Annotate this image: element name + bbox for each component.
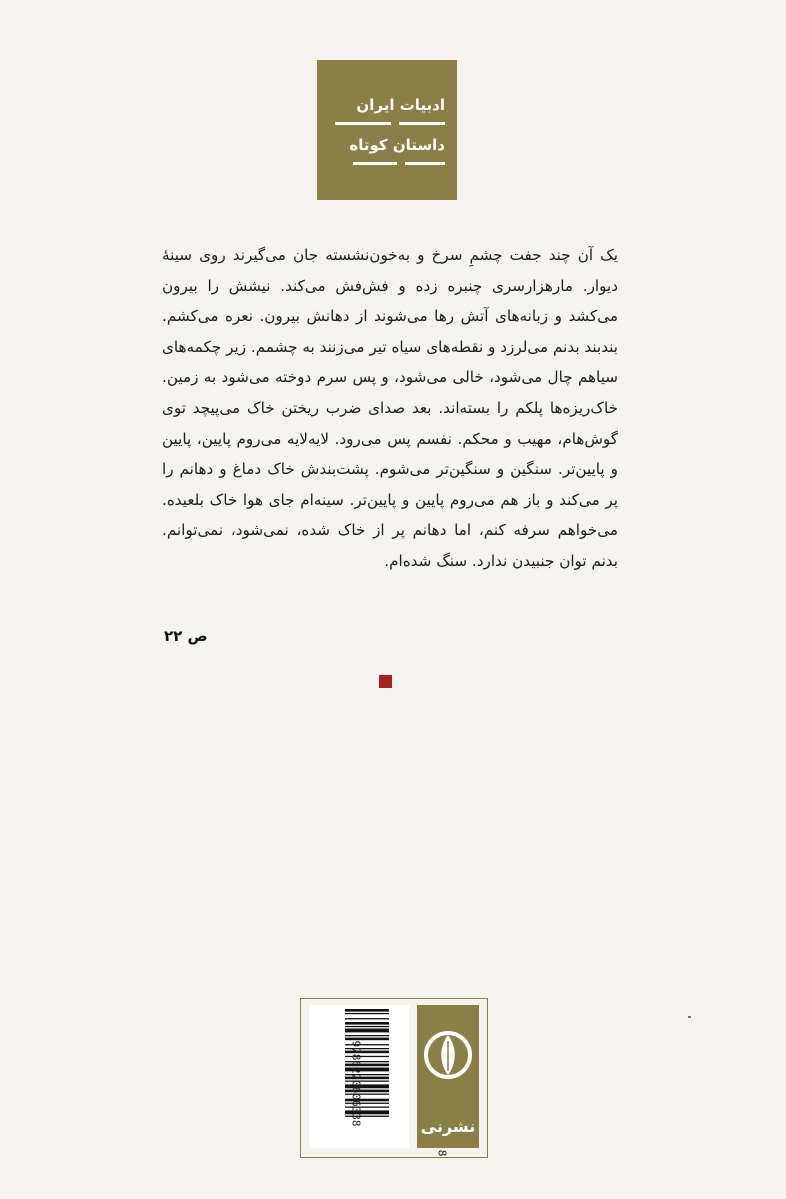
barcode-bar bbox=[345, 1029, 389, 1033]
series-underline bbox=[335, 122, 391, 125]
series-subtitle: داستان کوتاه bbox=[349, 136, 445, 154]
barcode-bar bbox=[345, 1022, 389, 1025]
series-underline bbox=[399, 122, 445, 125]
excerpt-paragraph: یک آن چند جفت چشمِ سرخ و به‌خون‌نشسته جان می‌گیرند روی سینهٔ دیوار. مارهزارسری چنبره زده و فش‌فش می‌کند. نیشش را بیرون می‌کشد و زبانه‌های آتش رها می‌شوند از دهانش بیرون. نعره می‌کشم. بندبند بدنم می‌لرزد و نقطه‌های سیاه تیر می‌زنند به چشمم. زیر چکمه‌های سیاهم چال می‌شود، خالی می‌شود، و پس سرم دوخته می‌شود به زمین. خاک‌ریزه‌ها پلکم را بسته‌اند. بعد صدای ضرب ریختن خاک می‌پیچد توی گوش‌هام، مهیب و محکم. نفسم پس می‌رود. لایه‌لایه می‌روم پایین، پایین و پایین‌تر. سنگین و سنگین‌تر می‌شوم. پشت‌بندش خاک دماغ و دهانم را پر می‌کند و باز هم می‌روم پایین و پایین‌تر. سینه‌ام جای هوا خاک بلعیده. می‌خواهم سرفه کنم، اما دهانم پر از خاک شده، نمی‌شود، نمی‌توانم. بدنم توان جنبیدن ندارد. سنگ شده‌ام. bbox=[162, 246, 618, 570]
series-underline bbox=[405, 162, 445, 165]
barcode-bar bbox=[345, 1035, 389, 1036]
paper-speck bbox=[688, 1016, 691, 1018]
barcode-bar bbox=[345, 1009, 389, 1012]
excerpt-text bbox=[162, 240, 618, 577]
series-title: ادبیات ایران bbox=[356, 96, 445, 114]
barcode-bar bbox=[345, 1026, 389, 1027]
publisher-block bbox=[300, 998, 488, 1158]
barcode-bar bbox=[345, 1018, 389, 1019]
barcode-digits: 9786220606338 bbox=[349, 1040, 363, 1127]
decorative-square bbox=[379, 675, 392, 688]
barcode-bar bbox=[345, 1013, 389, 1014]
series-underline bbox=[353, 162, 397, 165]
page-reference: ص ۲۲ bbox=[164, 627, 208, 645]
series-label-box bbox=[317, 60, 457, 200]
publisher-logo bbox=[417, 1005, 479, 1148]
leaf-icon bbox=[417, 1005, 479, 1115]
publisher-name: نشرنی bbox=[420, 1117, 476, 1136]
barcode bbox=[309, 1005, 409, 1148]
